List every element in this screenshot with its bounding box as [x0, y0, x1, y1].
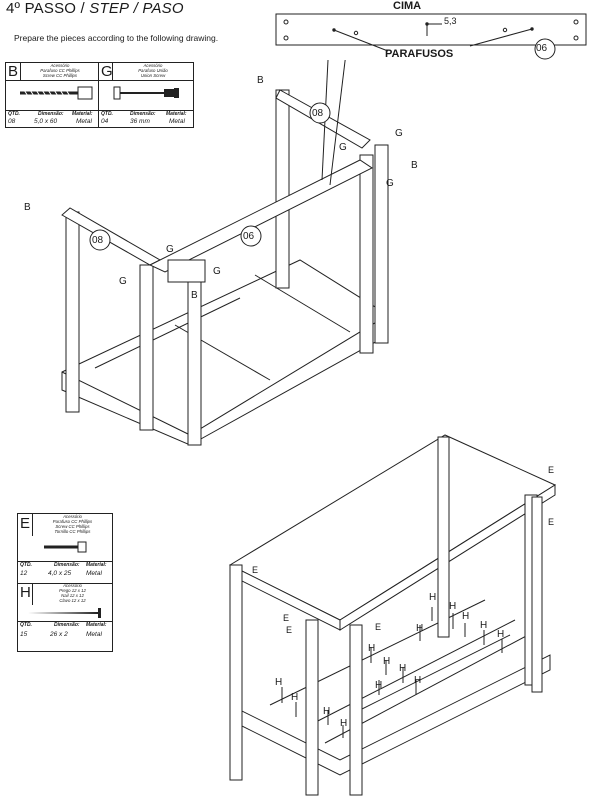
part-h-desc	[34, 583, 111, 603]
part-e-desc-line: Screw CC Phillips	[55, 524, 90, 529]
step-title-sep: /	[133, 0, 139, 17]
piece-06-callout: 06	[243, 231, 255, 242]
piece-08-callout: 08	[92, 235, 104, 246]
part-h-dim: 26 x 2	[50, 631, 68, 638]
part-g-mat-label: Material:	[166, 111, 187, 117]
part-e-desc-line: Parafuso CC Phillips	[52, 519, 93, 524]
step-title-en: STEP	[89, 0, 130, 17]
screw-b-label: B	[24, 202, 31, 213]
part-b-mat: Metal	[76, 118, 92, 125]
part-e-mat: Metal	[86, 570, 102, 577]
screw-b-label: B	[257, 75, 264, 86]
nail-h-label: H	[368, 643, 376, 654]
part-b-mat-label: Material:	[72, 111, 93, 117]
part-e-dim: 4,0 x 25	[48, 570, 72, 577]
part-h-qty: 15	[20, 631, 28, 638]
part-e-letter: E	[20, 515, 31, 532]
screw-g-label: G	[166, 244, 174, 255]
part-h-mat-label: Material:	[86, 622, 107, 628]
nail-icon	[24, 607, 108, 619]
screw-e-label: E	[548, 465, 555, 475]
nail-h-label: H	[291, 692, 299, 703]
part-b-letter: B	[8, 63, 19, 80]
nail-h-label: H	[429, 592, 437, 603]
part-e-desc-line: Tornillo CC Phillips	[54, 529, 91, 534]
part-g-dim: 36 mm	[130, 118, 150, 125]
screw-g-label: G	[213, 266, 221, 277]
part-g-dim-label: Dimensão:	[130, 111, 156, 117]
part-b-desc-line: Acessório	[50, 63, 70, 68]
screw-e-label: E	[252, 565, 259, 575]
nail-h-label: H	[416, 623, 424, 634]
part-e-qty: 12	[20, 570, 28, 577]
screw-b-label: B	[191, 290, 198, 301]
part-e-desc	[34, 514, 111, 534]
part-b-dim-label: Dimensão:	[38, 111, 64, 117]
part-b-qty: 08	[8, 118, 16, 125]
screw-e-label: E	[375, 622, 382, 632]
part-h-desc-line: Nail 12 x 12	[61, 593, 84, 598]
part-h-mat: Metal	[86, 631, 102, 638]
part-g-desc-line: Parafuso União	[138, 68, 168, 73]
screw-g-label: G	[395, 128, 403, 139]
nail-h-label: H	[399, 663, 407, 674]
screw-e-label: E	[283, 613, 290, 623]
nail-h-label: H	[449, 601, 457, 612]
nail-h-label: H	[383, 656, 391, 667]
part-g-qty: 04	[101, 118, 109, 125]
instruction-text: Prepare the pieces according to the following drawing.	[14, 33, 219, 43]
screw-g-label: G	[119, 276, 127, 287]
top-view-label: CIMA	[393, 0, 422, 12]
part-h-dim-label: Dimensão:	[54, 622, 80, 628]
part-e-dim-label: Dimensão:	[54, 562, 80, 568]
part-e-mat-label: Material:	[86, 562, 107, 568]
nail-h-label: H	[480, 620, 488, 631]
part-h-qty-label: QTD.	[20, 622, 32, 628]
part-b-qty-label: QTD.	[8, 111, 20, 117]
step-title-pt: 4º PASSO /	[6, 0, 85, 17]
nail-h-label: H	[340, 718, 348, 729]
top-view-piece-number: 06	[536, 43, 548, 54]
screw-g-label: G	[339, 142, 347, 153]
screw-icon	[40, 540, 90, 554]
top-view-dimension: 5,3	[444, 16, 457, 26]
part-g-desc-line: Acessório	[143, 63, 163, 68]
step-title-es: PASO	[142, 0, 184, 17]
nail-h-label: H	[323, 706, 331, 717]
part-e-qty-label: QTD.	[20, 562, 32, 568]
screws-label: PARAFUSOS	[385, 48, 454, 60]
nail-h-label: H	[275, 677, 283, 688]
part-g-letter: G	[101, 63, 113, 80]
piece-08-callout: 08	[312, 108, 324, 119]
screw-g-label: G	[386, 178, 394, 189]
screw-b-label: B	[411, 160, 418, 171]
part-b-dim: 5,0 x 60	[34, 118, 58, 125]
part-e-desc-line: Acessório	[63, 514, 82, 519]
parts-table-bottom	[17, 513, 113, 652]
part-b-desc-line: Screw CC Phillips	[42, 73, 78, 78]
nail-h-label: H	[414, 675, 422, 686]
nail-h-label: H	[497, 629, 505, 640]
part-g-desc-line: Union Screw	[140, 73, 166, 78]
assembly-drawing-bottom	[210, 425, 601, 800]
nail-h-label: H	[462, 611, 470, 622]
step-title	[6, 0, 184, 17]
assembly-drawing-top	[0, 60, 601, 450]
nail-h-label: H	[375, 680, 383, 691]
part-h-desc-line: Acessório	[63, 583, 82, 588]
part-g-mat: Metal	[169, 118, 185, 125]
screw-e-label: E	[548, 517, 555, 527]
part-h-desc-line: Clavo 12 x 12	[59, 598, 86, 603]
part-h-desc-line: Prego 12 x 12	[59, 588, 86, 593]
screw-e-label: E	[286, 625, 293, 635]
part-g-qty-label: QTD.	[101, 111, 113, 117]
part-b-desc-line: Parafuso CC Phillips	[40, 68, 80, 73]
part-h-letter: H	[20, 584, 31, 601]
